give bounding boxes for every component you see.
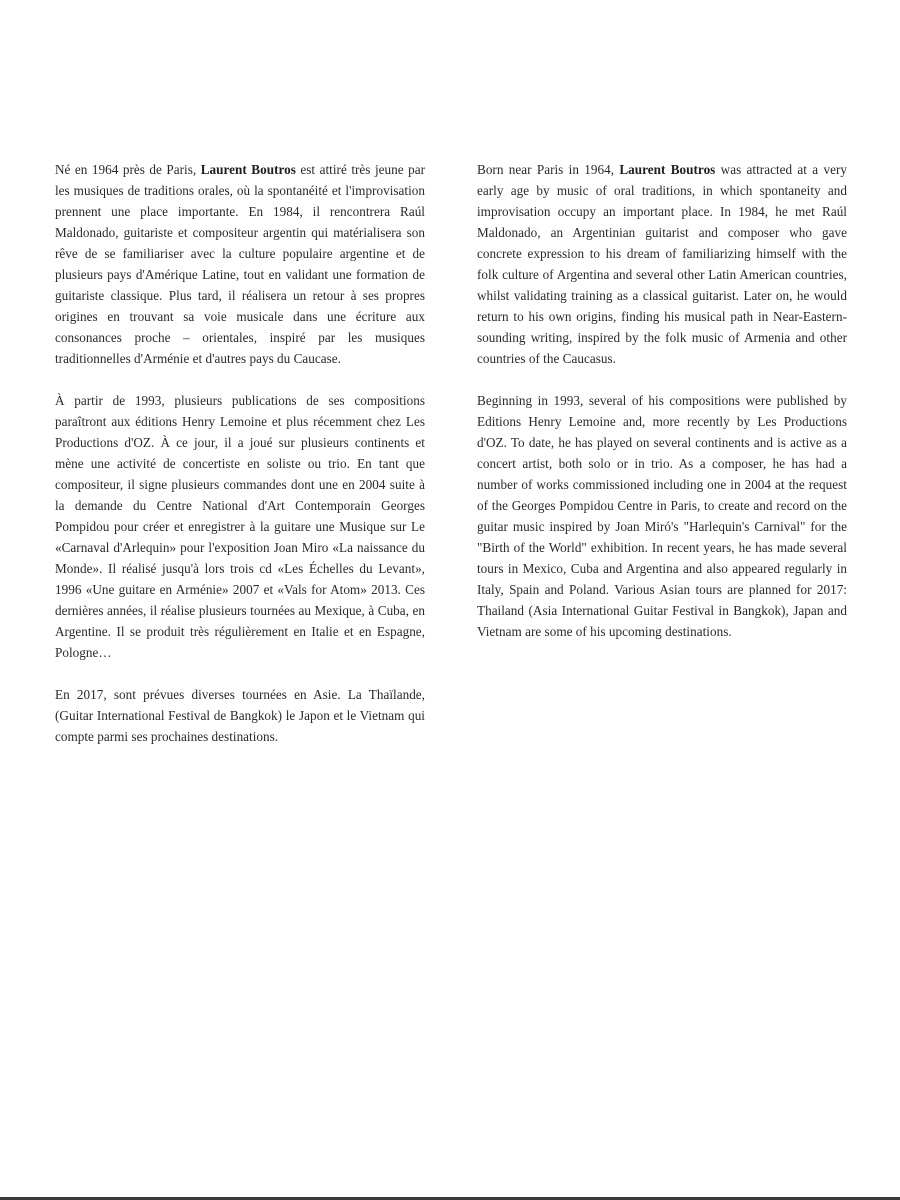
artist-name: Laurent Boutros (200, 162, 296, 177)
french-paragraph-1-body: est attiré très jeune par les musiques de traditions orales, où la spontanéité et l'improvisation prennent une place importante. En 1984, il rencontrera Raúl Maldonado, guitariste et compositeur argentin qui matérialisera son rêve de se familiariser avec la culture populaire argentine et de plusieurs pays d'Amérique Latine, tout en validant une formation de guitariste classique. Plus tard, il réalisera un retour à ses propres origines en trouvant sa voie musicale dans une écriture aux consonances proche – orientales, inspiré par les musiques traditionnelles d'Arménie et d'autres pays du Caucase. (55, 162, 426, 366)
english-paragraph-1 (477, 159, 847, 369)
english-paragraph-1-body: was attracted at a very early age by music of oral traditions, in which spontaneity and improvisation occupy an important place. In 1984, he met Raúl Maldonado, an Argentinian guitarist and composer who gave concrete expression to his dream of familiarizing himself with the folk culture of Argentina and several other Latin American countries, whilst validating training as a classical guitarist. Later on, he would return to his own origins, finding his musical path in Near-Eastern-sounding writing, inspired by the folk music of Armenia and other countries of the Caucasus. (477, 162, 848, 366)
english-paragraph-2: Beginning in 1993, several of his compositions were published by Editions Henry Lemoine and, more recently by Les Productions d'OZ. To date, he has played on several continents and is active as a concert artist, both solo or in trio. As a composer, he has had a number of works commissioned including one in 2004 at the request of the Georges Pompidou Centre in Paris, to create and record on the guitar music inspired by Joan Miró's "Harlequin's Carnival" for the "Birth of the World" exhibition. In recent years, he has made several tours in Mexico, Cuba and Argentina and also appeared regularly in Italy, Spain and Poland. Various Asian tours are planned for 2017: Thailand (Asia International Guitar Festival in Bangkok), Japan and Vietnam are some of his upcoming destinations. (477, 393, 847, 639)
french-paragraph-1 (55, 159, 425, 369)
french-column (55, 159, 425, 768)
artist-name: Laurent Boutros (619, 162, 716, 177)
english-paragraph-1-intro: Born near Paris in 1964, (477, 162, 620, 177)
french-paragraph-1-intro: Né en 1964 près de Paris, (55, 162, 201, 177)
french-paragraph-2: À partir de 1993, plusieurs publications de ses compositions paraîtront aux éditions Henry Lemoine et plus récemment chez Les Productions d'OZ. À ce jour, il a joué sur plusieurs continents et mène une activité de concertiste en soliste ou trio. En tant que compositeur, il signe plusieurs commandes dont une en 2004 suite à la demande du Centre National d'Art Contemporain Georges Pompidou pour créer et enregistrer à la guitare une Musique sur Le «Carnaval d'Arlequin» pour l'exposition Joan Miro «La naissance du Monde». Il réalisé jusqu'à lors trois cd «Les Échelles du Levant», 1996 «Une guitare en Arménie» 2007 et «Vals for Atom» 2013. Ces dernières années, il réalise plusieurs tournées au Mexique, à Cuba, en Argentine. Il se produit très régulièrement en Italie et en Espagne, Pologne… (55, 393, 425, 660)
french-paragraph-3: En 2017, sont prévues diverses tournées en Asie. La Thaïlande, (Guitar International Festival de Bangkok) le Japon et le Vietnam qui compte parmi ses prochaines destinations. (55, 687, 425, 744)
english-column (477, 159, 847, 663)
